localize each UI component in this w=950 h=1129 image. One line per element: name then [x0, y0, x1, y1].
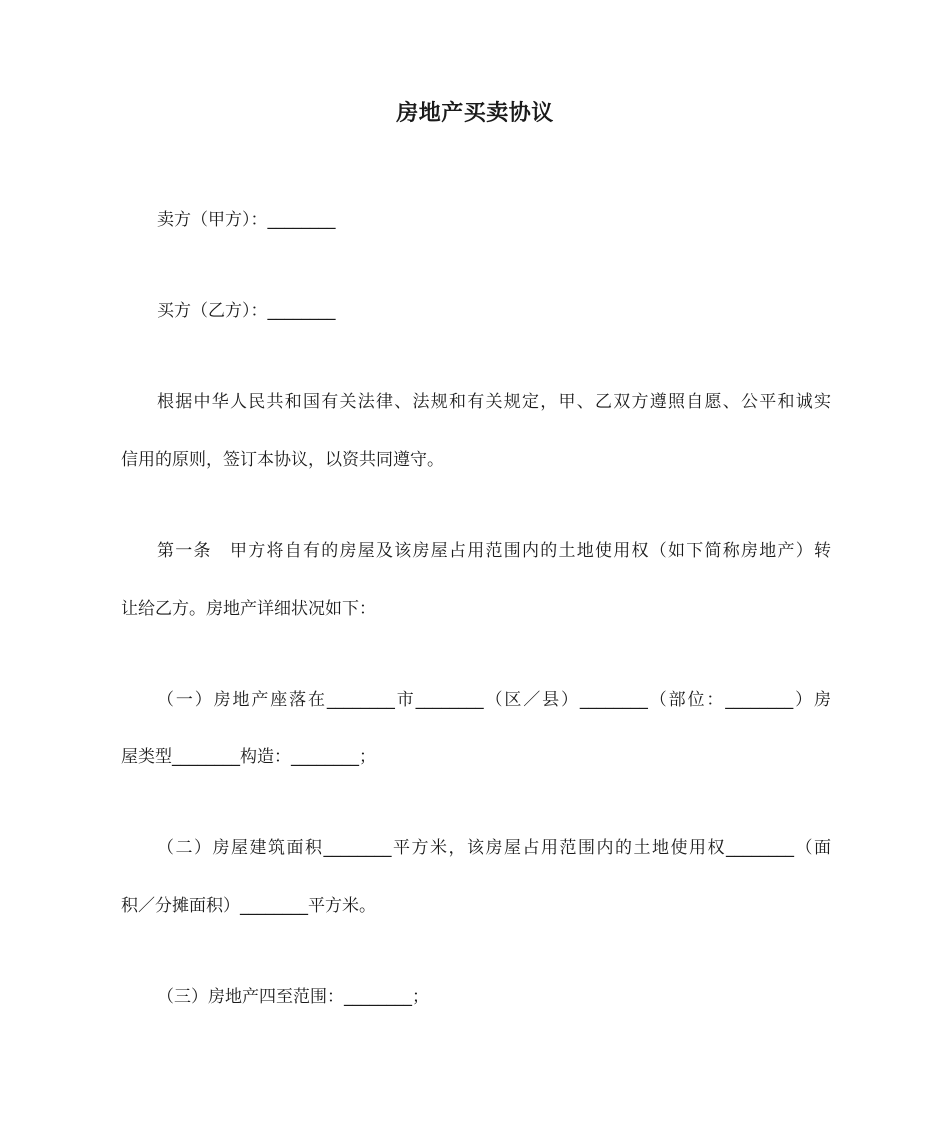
seller-line: 卖方（甲方）：________ [157, 210, 336, 230]
item2-line-2: 积／分摊面积）________平方米。 [121, 896, 376, 916]
preamble-line-2: 信用的原则，签订本协议，以资共同遵守。 [121, 450, 444, 470]
article1-line-2: 让给乙方。房地产详细状况如下： [121, 599, 376, 619]
item1-line-2: 屋类型________构造：________； [121, 747, 376, 767]
preamble-line-1: 根据中华人民共和国有关法律、法规和有关规定，甲、乙双方遵照自愿、公平和诚实 [157, 392, 831, 412]
article1-line-1: 第一条 甲方将自有的房屋及该房屋占用范围内的土地使用权（如下简称房地产）转 [157, 541, 831, 561]
buyer-line: 买方（乙方）：________ [157, 301, 336, 321]
item3-line: （三）房地产四至范围：________； [157, 987, 429, 1007]
document-title: 房地产买卖协议 [396, 101, 554, 126]
item2-line-1: （二）房屋建筑面积________平方米，该房屋占用范围内的土地使用权________（面 [157, 838, 831, 858]
item1-line-1: （一）房地产座落在________市________（区／县）________（部位：________）房 [157, 690, 831, 710]
